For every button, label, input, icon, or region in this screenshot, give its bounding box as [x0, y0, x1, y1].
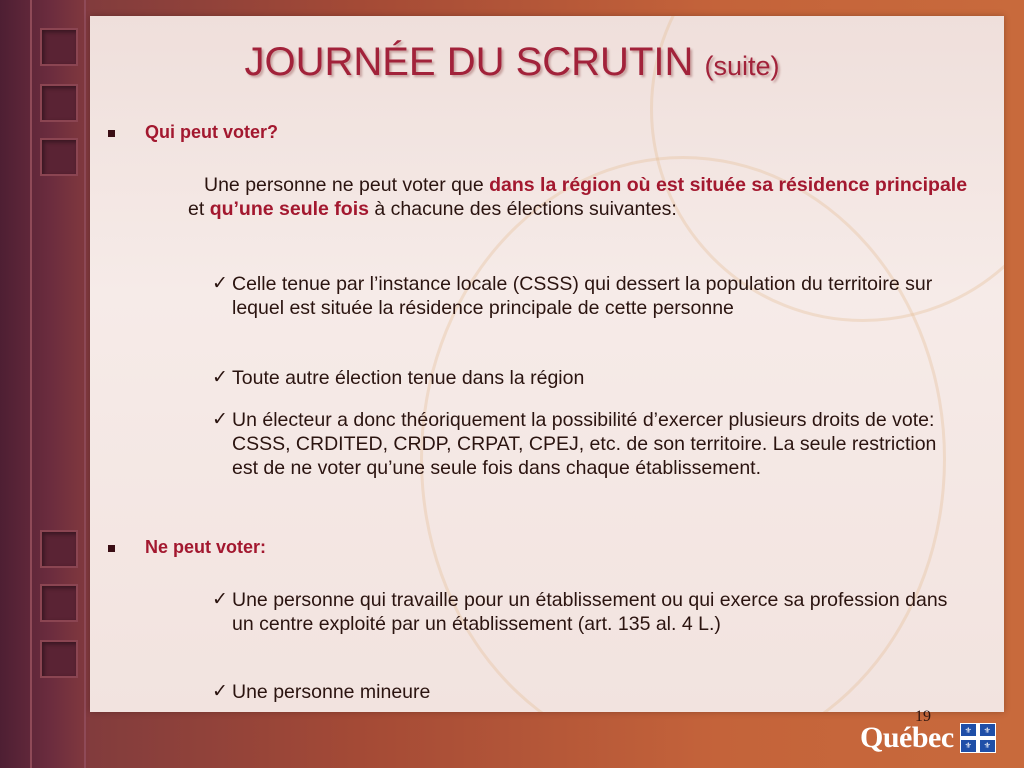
- list-item-text: Une personne qui travaille pour un établissement ou qui exerce sa profession dans un centre exploité par un établissement (art. 135 al. 4 L.): [232, 589, 948, 635]
- list-item-text: Un électeur a donc théoriquement la possibilité d’exercer plusieurs droits de vote: CSSS, CRDITED, CRDP, CRPAT, CPEJ, etc. de son territoire. La seule restriction est de ne voter qu’une seule fois dans chaque établissement.: [232, 409, 937, 479]
- quebec-logo: [860, 718, 996, 758]
- list-item: [212, 588, 964, 636]
- section-heading-qui-peut-voter: Qui peut voter?: [145, 122, 279, 142]
- intro-text: et: [188, 198, 210, 220]
- page-number: 19: [915, 708, 931, 725]
- intro-text: à chacune des élections suivantes:: [368, 198, 677, 220]
- checkmark-icon: ✓: [212, 273, 228, 294]
- logo-text: Québec: [860, 721, 954, 754]
- checkmark-icon: ✓: [212, 589, 228, 610]
- fleur-de-lis-flag-icon: ⚜ ⚜ ⚜ ⚜: [960, 723, 996, 753]
- slide-title: [0, 40, 1024, 85]
- bullet-square-icon: [108, 130, 115, 137]
- checkmark-icon: ✓: [212, 681, 228, 702]
- bullet-square-icon: [108, 545, 115, 552]
- intro-text: Une personne ne peut voter que: [204, 174, 490, 196]
- checkmark-icon: ✓: [212, 409, 228, 430]
- list-item: [212, 680, 964, 704]
- list-item: [212, 366, 964, 390]
- section-heading-ne-peut-voter: Ne peut voter:: [145, 537, 267, 557]
- list-item: [212, 272, 964, 320]
- intro-bold-once: qu’une seule fois: [209, 198, 369, 220]
- list-item-text: Toute autre élection tenue dans la région: [232, 367, 585, 389]
- intro-bold-region: dans la région où est située sa résidence principale: [489, 174, 968, 196]
- title-suffix: (suite): [704, 51, 780, 81]
- intro-paragraph: [188, 173, 978, 221]
- checkmark-icon: ✓: [212, 367, 228, 388]
- list-item-text: Une personne mineure: [232, 681, 431, 703]
- list-item: [212, 408, 964, 480]
- title-main: JOURNÉE DU SCRUTIN: [244, 40, 694, 84]
- list-item-text: Celle tenue par l’instance locale (CSSS) qui dessert la population du territoire sur lequel est située la résidence principale de cette personne: [232, 273, 933, 319]
